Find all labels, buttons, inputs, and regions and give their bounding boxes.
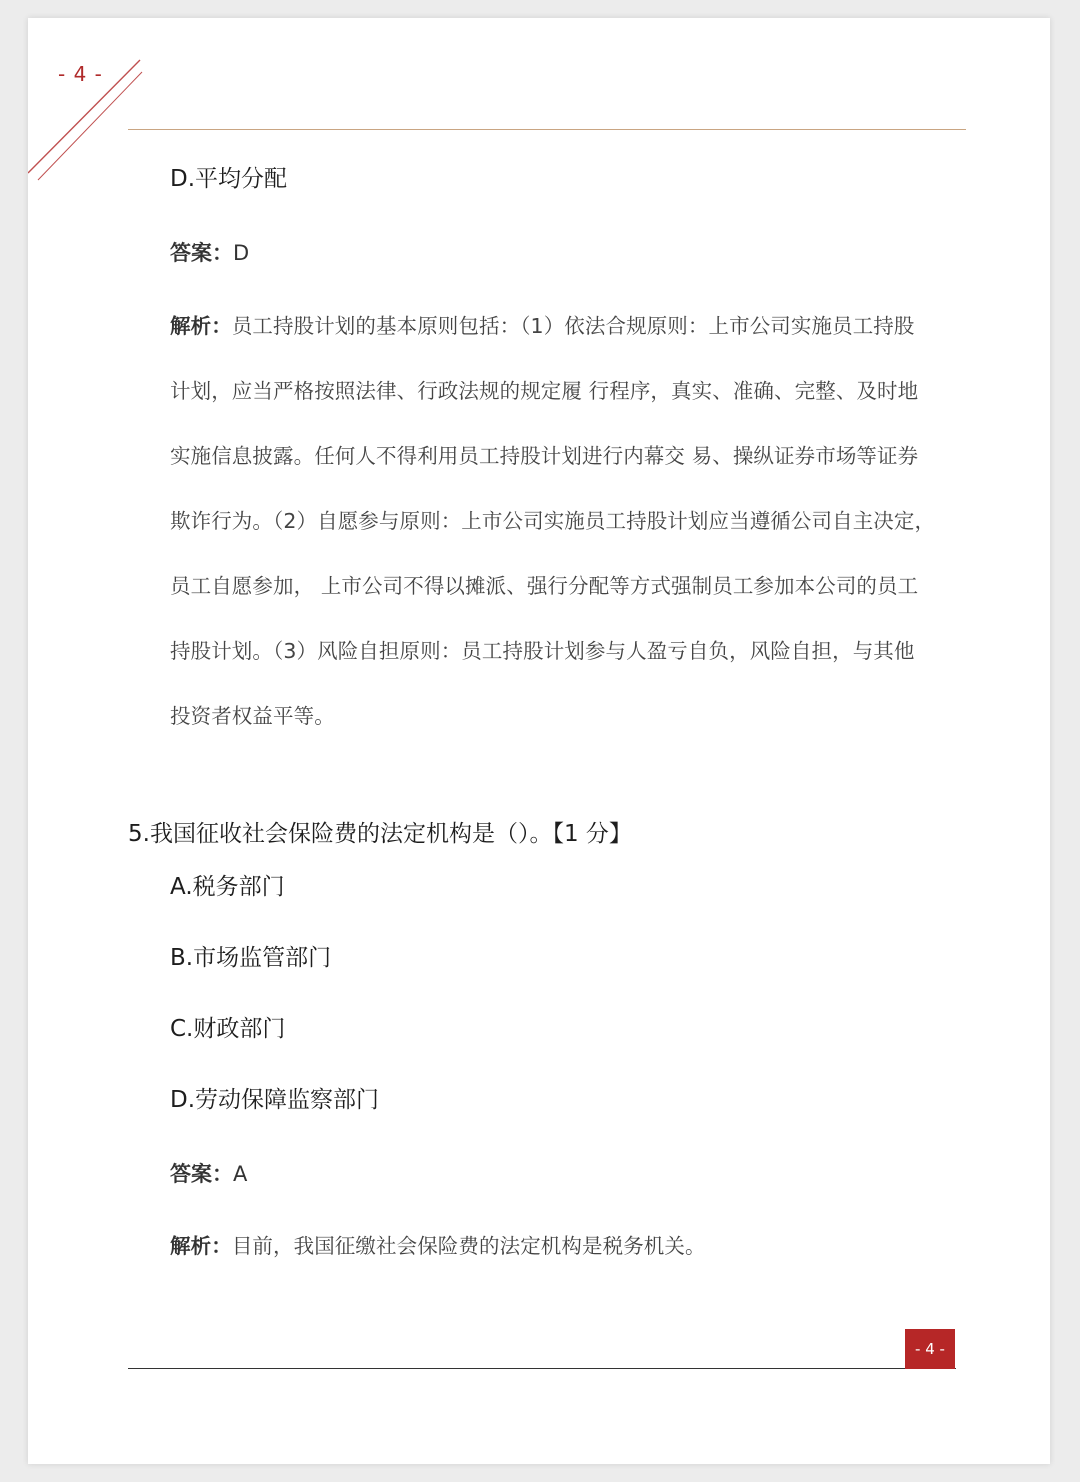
q5-answer [170, 1158, 247, 1188]
q4-analysis-label: 解析： [170, 314, 232, 338]
q4-analysis-text: 员工持股计划的基本原则包括：（1）依法合规原则：上市公司实施员工持股 [231, 314, 915, 338]
footer-page-number: - 4 - [905, 1329, 955, 1369]
q4-analysis-line: 持股计划。（3）风险自担原则：员工持股计划参与人盈亏自负，风险自担，与其他 [170, 639, 915, 663]
q4-answer-value: D [233, 241, 250, 265]
header-rule [128, 129, 966, 130]
q4-answer-label: 答案： [170, 241, 233, 265]
q5-answer-value: A [233, 1162, 248, 1186]
q5-question: 5.我国征收社会保险费的法定机构是（）。【1 分】 [128, 821, 632, 847]
header-page-number: - 4 - [58, 62, 103, 86]
q5-analysis-label: 解析： [170, 1234, 232, 1258]
q5-option-c: C.财政部门 [170, 1016, 286, 1042]
footer-rule [128, 1368, 956, 1369]
corner-decoration [28, 18, 188, 188]
q4-analysis-line: 员工自愿参加， 上市公司不得以摊派、强行分配等方式强制员工参加本公司的员工 [170, 574, 919, 598]
q4-analysis-line: 实施信息披露。任何人不得利用员工持股计划进行内幕交 易、操纵证券市场等证券 [170, 444, 919, 468]
q4-analysis-line [170, 309, 915, 339]
q4-answer [170, 237, 249, 267]
q4-option-d: D.平均分配 [170, 166, 288, 192]
q5-analysis [170, 1229, 706, 1259]
q4-analysis-line: 投资者权益平等。 [170, 704, 335, 728]
q5-option-b: B.市场监管部门 [170, 945, 332, 971]
q5-analysis-text: 目前，我国征缴社会保险费的法定机构是税务机关。 [231, 1234, 706, 1258]
document-page [28, 18, 1050, 1464]
q4-analysis-line: 欺诈行为。（2）自愿参与原则：上市公司实施员工持股计划应当遵循公司自主决定， [170, 509, 936, 533]
q5-answer-label: 答案： [170, 1162, 233, 1186]
q5-option-a: A.税务部门 [170, 874, 285, 900]
q4-analysis-line: 计划，应当严格按照法律、行政法规的规定履 行程序，真实、准确、完整、及时地 [170, 379, 919, 403]
q5-option-d: D.劳动保障监察部门 [170, 1087, 380, 1113]
